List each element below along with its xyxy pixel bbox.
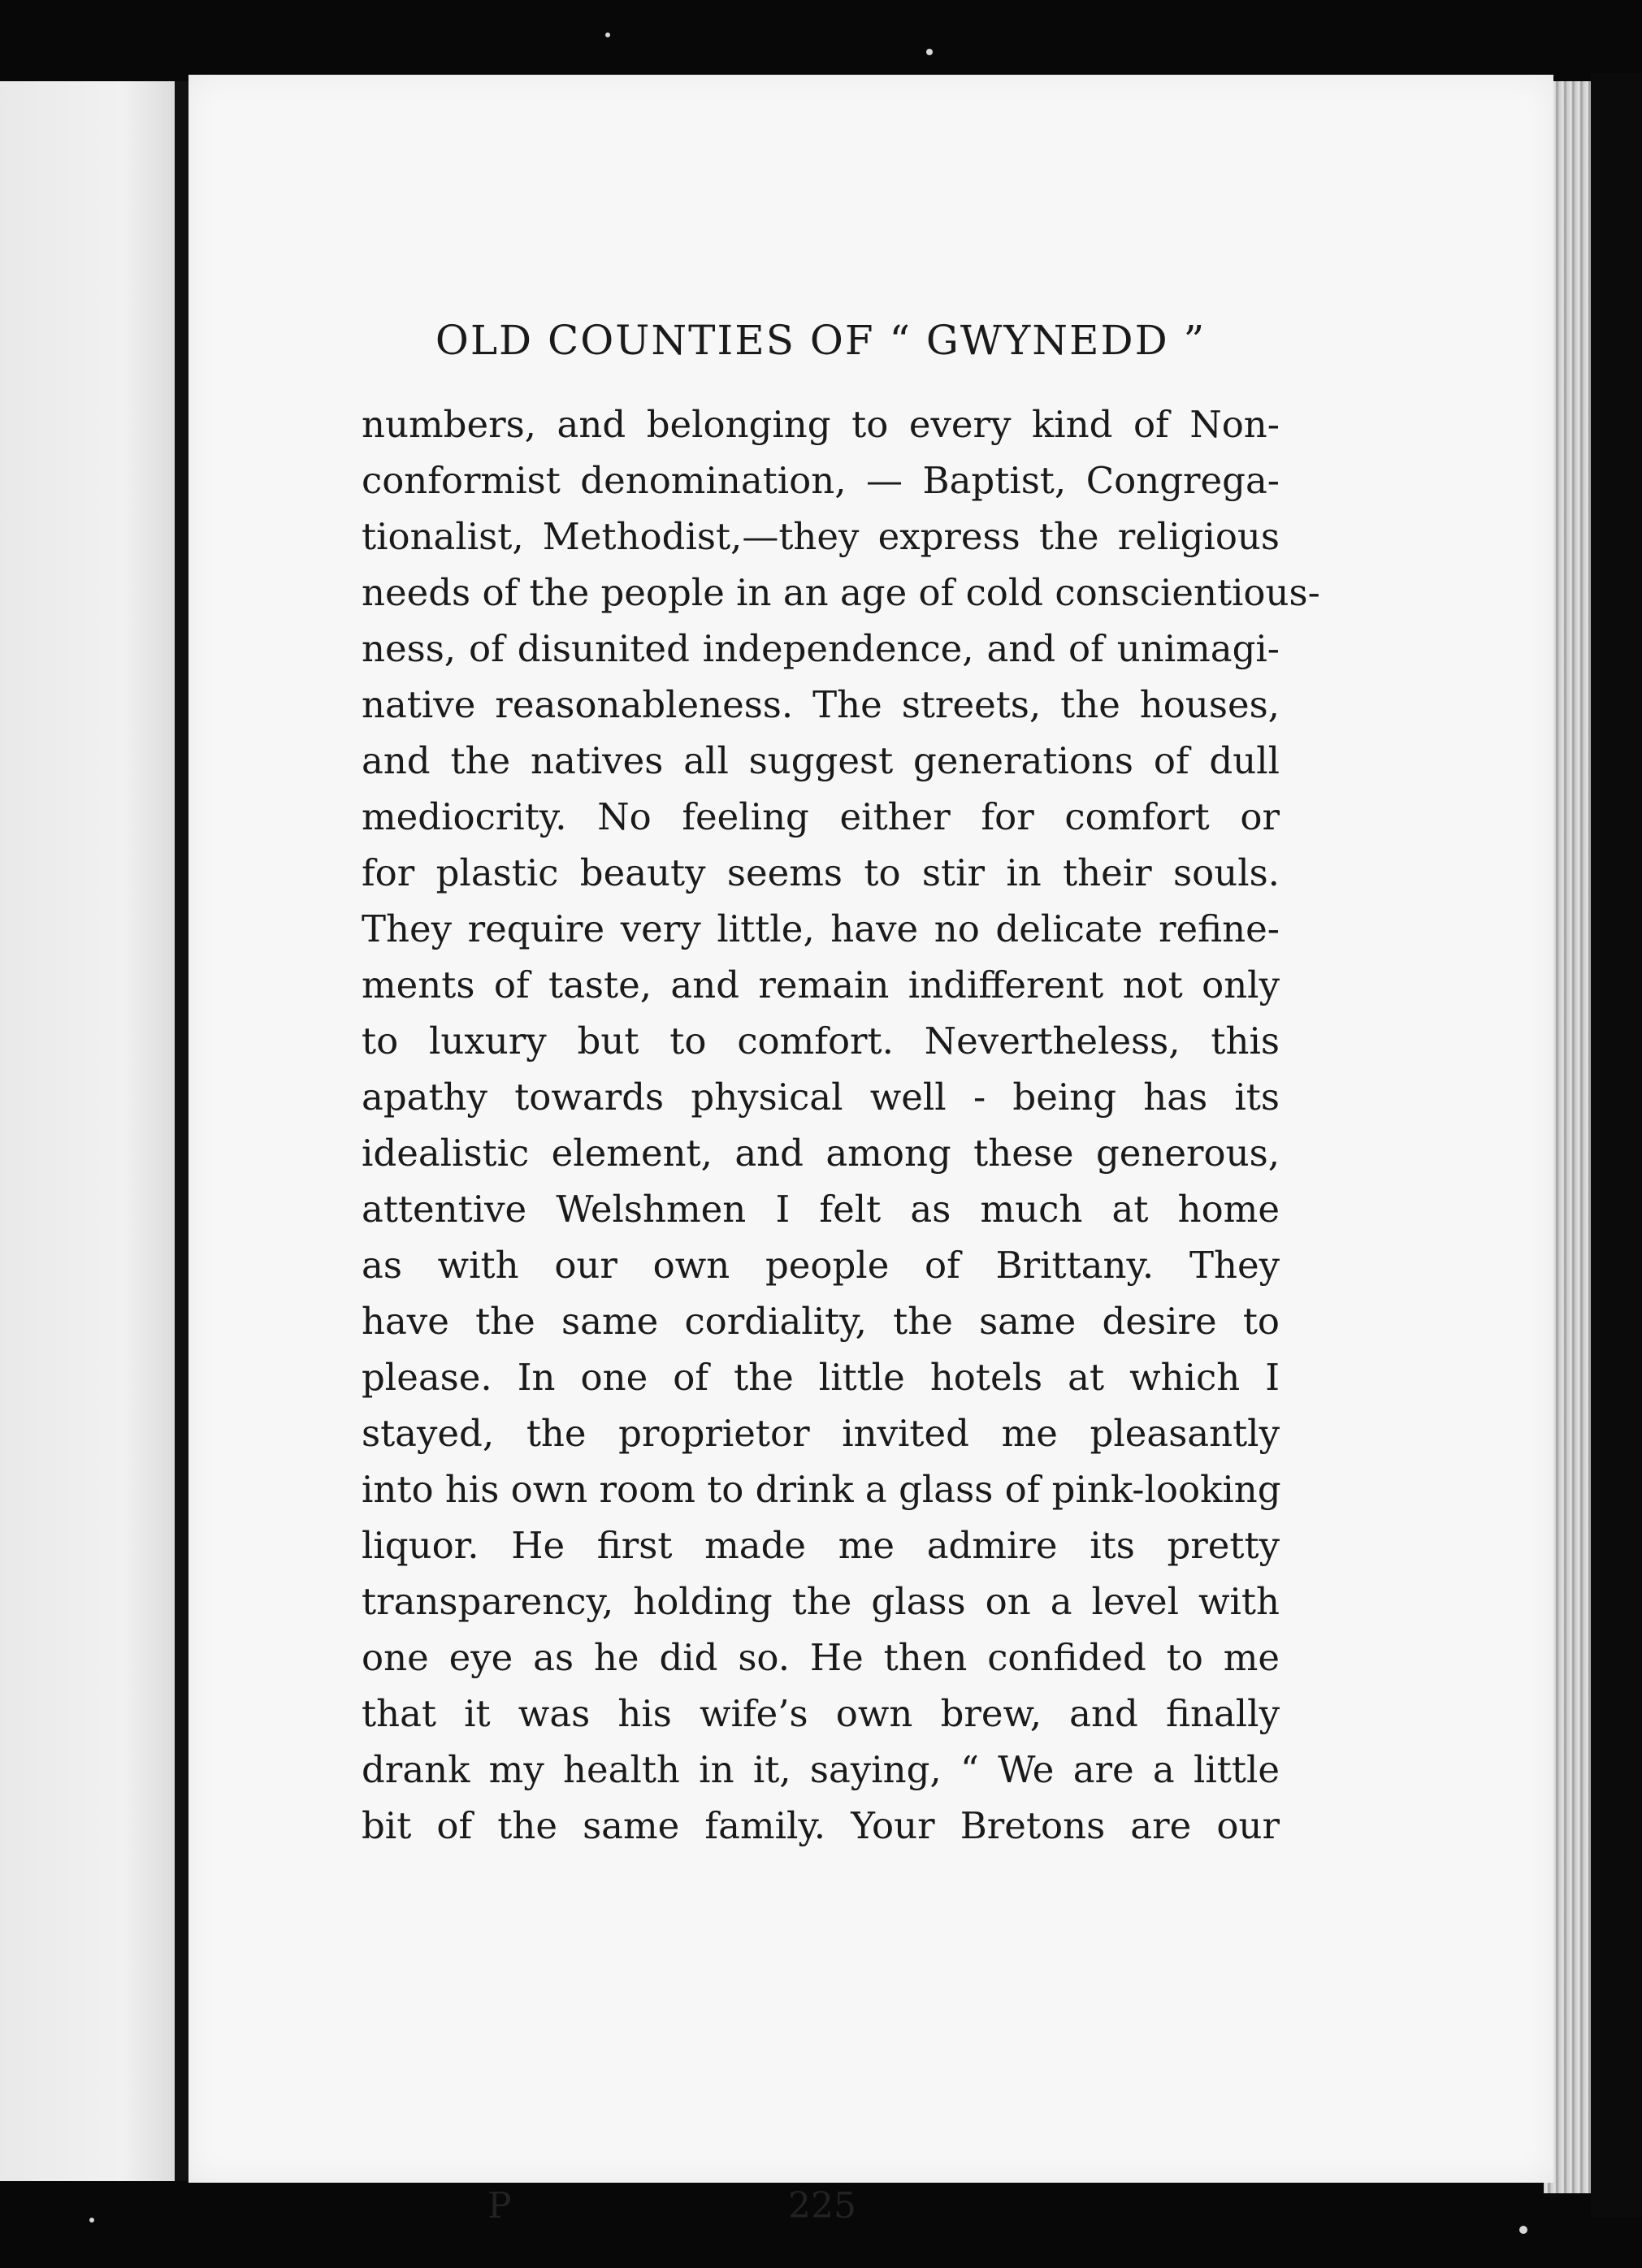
text-line: to luxury but to comfort. Nevertheless, this [362,1019,1280,1063]
text-line: numbers, and belonging to every kind of Non- [362,403,1280,446]
page-footer [362,2185,1280,2234]
text-line: bit of the same family. Your Bretons are our [362,1804,1280,1847]
text-line: ness, of disunited independence, and of unimagi- [362,627,1280,670]
text-line: needs of the people in an age of cold conscientious- [362,571,1320,614]
signature-mark: P [487,2185,512,2227]
text-line: attentive Welshmen I felt as much at home [362,1188,1280,1231]
text-line: for plastic beauty seems to stir in their souls. [362,851,1280,894]
text-line: one eye as he did so. He then confided to me [362,1636,1280,1679]
text-line: They require very little, have no delicate refine- [362,907,1280,950]
text-line: liquor. He first made me admire its pretty [362,1524,1280,1567]
scan-speck [926,49,933,55]
text-line: native reasonableness. The streets, the houses, [362,683,1280,726]
text-line: stayed, the proprietor invited me pleasantly [362,1412,1280,1455]
scan-background-right [1591,73,1642,2218]
scan-speck [89,2218,94,2223]
text-line: as with our own people of Brittany. They [362,1244,1280,1287]
running-head: OLD COUNTIES OF “ GWYNEDD ” [435,317,1207,364]
scan-speck [1519,2226,1527,2234]
facing-page-edge [0,81,175,2181]
text-line: mediocrity. No feeling either for comfort or [362,795,1280,838]
scan-speck [605,32,610,37]
page-content [362,317,1320,2227]
text-line: have the same cordiality, the same desire to [362,1300,1280,1343]
body-text [362,396,1320,1854]
text-line: drank my health in it, saying, “ We are a little [362,1748,1280,1791]
text-line: ments of taste, and remain indifferent not only [362,963,1280,1006]
text-line: apathy towards physical well - being has its [362,1076,1280,1119]
text-line: conformist denomination, — Baptist, Congrega- [362,459,1280,502]
text-line: transparency, holding the glass on a level with [362,1580,1280,1623]
text-line: into his own room to drink a glass of pink-looking [362,1468,1281,1511]
text-line: that it was his wife’s own brew, and finally [362,1692,1280,1735]
text-line: please. In one of the little hotels at which I [362,1356,1280,1399]
page-number: 225 [788,2185,856,2227]
text-line: tionalist, Methodist,—they express the religious [362,515,1280,558]
text-line: idealistic element, and among these generous, [362,1132,1280,1175]
gutter-shadow [175,81,189,2181]
text-line: and the natives all suggest generations of dull [362,739,1280,782]
